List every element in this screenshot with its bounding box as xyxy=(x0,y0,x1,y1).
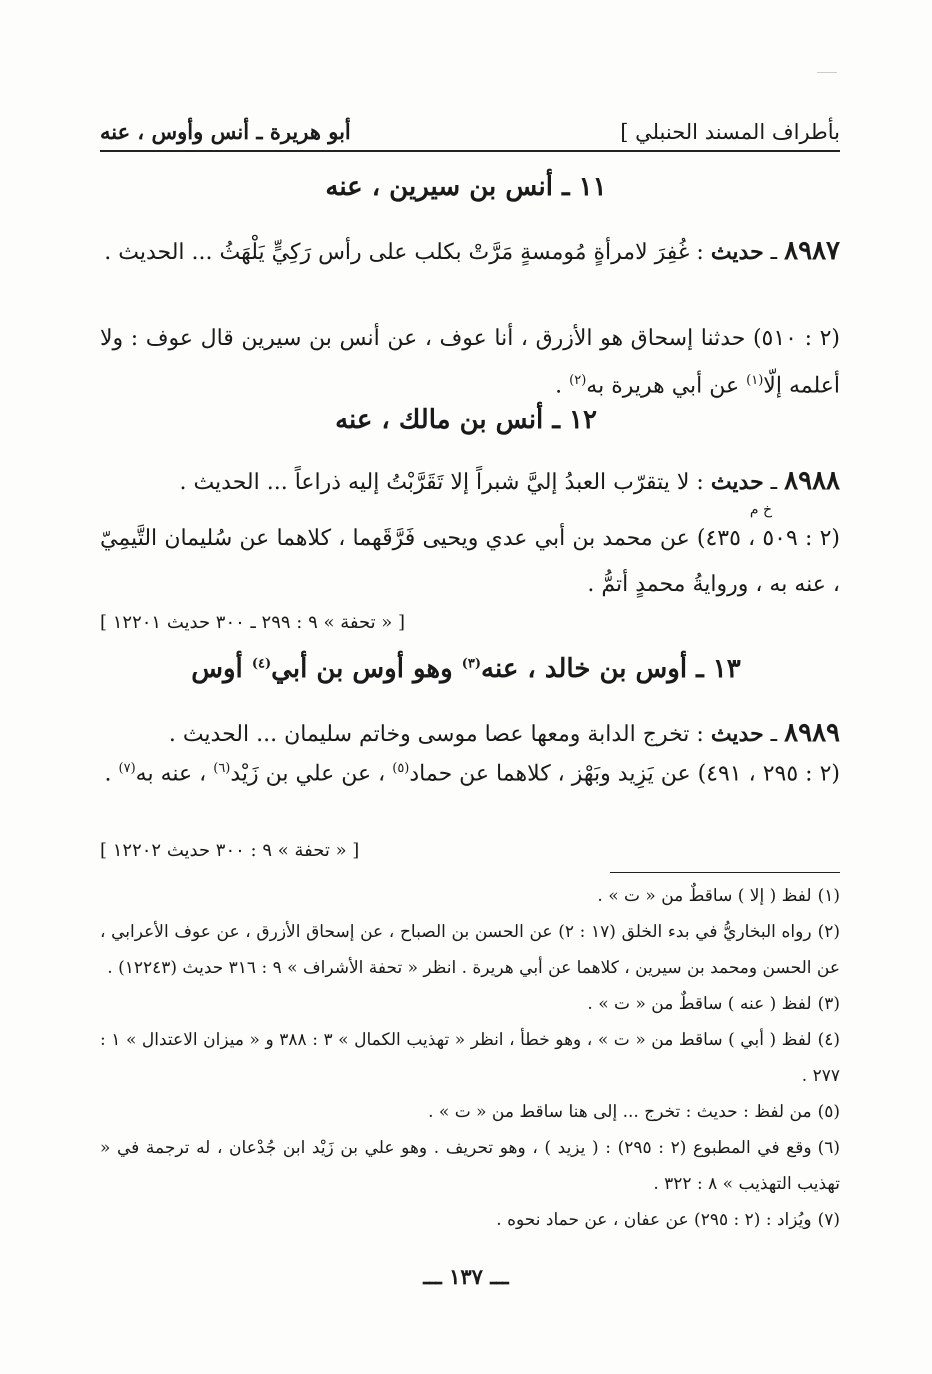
hadith-8988: ٨٩٨٨ ـ حديث : لا يتقرّب العبدُ إليَّ شبراً إلا تَقَرَّبْتُ إليه ذراعاً ... الحديث . xyxy=(179,466,840,496)
chain-8989: (٢ : ٢٩٥ ، ٤٩١) عن يَزِيد وبَهْز ، كلاهما عن حماد$^{(٥)}$ ، عن علي بن زَيْد$^{(٦)}$ ، عنه به$^{(٧)}$ . xyxy=(104,761,840,787)
footnote-6: (٦)وقع في المطبوع (٢ : ٢٩٥) : ( يزيد ) ، وهو تحريف . وهو علي بن زَيْد ابن جُدْعان ، له ترجمة في « تهذيب التهذيب » ٨ : ٣٢٢ . xyxy=(100,1138,840,1194)
footnote-ref: (٤) xyxy=(251,656,272,672)
footnote-ref: (٧) xyxy=(118,761,136,776)
chain-8988: (٢ : ٥٠٩ ، ٤٣٥) عن محمد بن أبي عدي ويحيى فَرَّقَهما ، كلاهما عن سُليمان التَّيمِيّ ، عنه به ، وروايةُ محمدٍ أتمُّ . xyxy=(100,526,840,597)
section-title-12: ١٢ ـ أنس بن مالك ، عنه xyxy=(335,405,597,435)
hadith-text: : تخرج الدابة ومعها عصا موسى وخاتم سليمان ... الحديث . xyxy=(168,722,704,747)
source-symbols: خ م xyxy=(749,502,772,518)
footnote-ref: (١) xyxy=(746,373,764,388)
hadith-number: ٨٩٨٩ xyxy=(784,718,840,748)
footnote-1: (١)لفظ ( إلا ) ساقطٌ من « ت » . xyxy=(597,886,840,906)
footnote-ref: (٦) xyxy=(213,761,231,776)
hadith-label: حديث xyxy=(710,469,764,495)
section-title-13: ١٣ ـ أوس بن خالد ، عنه$^{(٣)}$ وهو أوس بن أبي$^{(٤)}$ أوس xyxy=(191,654,741,684)
scan-mark xyxy=(817,72,837,73)
chain-text: عن أبي هريرة به xyxy=(586,373,740,399)
hadith-8989: ٨٩٨٩ ـ حديث : تخرج الدابة ومعها عصا موسى وخاتم سليمان ... الحديث . xyxy=(168,718,840,748)
running-header xyxy=(100,104,840,152)
footnotes xyxy=(100,878,840,1238)
footnote-7: (٧)ويُزاد : (٢ : ٢٩٥) عن عفان ، عن حماد نحوه . xyxy=(496,1210,840,1230)
footnote-3: (٣)لفظ ( عنه ) ساقطٌ من « ت » . xyxy=(587,994,840,1014)
page-number: ـــ ١٣٧ ـــ xyxy=(423,1264,509,1289)
chain-text: (٢ : ٥١٠) حدثنا إسحاق هو الأزرق ، أنا عوف ، عن أنس بن سيرين قال عوف : ولا أعلمه إلّا xyxy=(100,326,840,399)
tuhfa-reference: [ « تحفة » ٩ : ٢٩٩ ـ ٣٠٠ حديث ١٢٢٠١ ] xyxy=(100,612,406,633)
footnote-separator xyxy=(610,872,840,873)
hadith-label: حديث xyxy=(710,239,764,265)
section-title-11: ١١ ـ أنس بن سيرين ، عنه xyxy=(325,172,607,202)
chain-8987 xyxy=(100,318,840,407)
hadith-8987: ٨٩٨٧ ـ حديث : غُفِرَ لامرأةٍ مُومسةٍ مَرَّتْ بكلب على رأس رَكِيٍّ يَلْهَثُ ... الحديث . xyxy=(104,236,840,266)
hadith-number: ٨٩٨٨ xyxy=(784,466,840,496)
footnote-ref: (٥) xyxy=(392,761,410,776)
hadith-text: : لا يتقرّب العبدُ إليَّ شبراً إلا تَقَرَّبْتُ إليه ذراعاً ... الحديث . xyxy=(179,470,704,495)
running-header-section: أبو هريرة ـ أنس وأوس ، عنه xyxy=(100,119,351,144)
running-header-book-title: بأطراف المسند الحنبلي ] xyxy=(620,120,840,144)
hadith-label: حديث xyxy=(710,721,764,747)
tuhfa-reference: [ « تحفة » ٩ : ٣٠٠ حديث ١٢٢٠٢ ] xyxy=(100,840,360,861)
hadith-text: : غُفِرَ لامرأةٍ مُومسةٍ مَرَّتْ بكلب على رأس رَكِيٍّ يَلْهَثُ ... الحديث . xyxy=(104,240,704,265)
footnote-2: (٢)رواه البخاريُّ في بدء الخلق (١٧ : ٢) عن الحسن بن الصباح ، عن إسحاق الأزرق ، عن عوف الأعرابي ، عن الحسن ومحمد بن سيرين ، كلاهما عن أبي هريرة . انظر « تحفة الأشراف » ٩ : ٣١٦ حديث (١٢٢٤٣) . xyxy=(100,922,840,978)
footnote-ref: (٣) xyxy=(461,656,482,672)
chain-text: . xyxy=(555,373,563,399)
hadith-number: ٨٩٨٧ xyxy=(784,236,840,266)
footnote-4: (٤)لفظ ( أبي ) ساقط من « ت » ، وهو خطأ ، انظر « تهذيب الكمال » ٣ : ٣٨٨ و « ميزان الاعتدال » ١ : ٢٧٧ . xyxy=(100,1030,840,1086)
footnote-5: (٥)من لفظ : حديث : تخرج ... إلى هنا ساقط من « ت » . xyxy=(428,1102,840,1122)
footnote-ref: (٢) xyxy=(569,373,587,388)
